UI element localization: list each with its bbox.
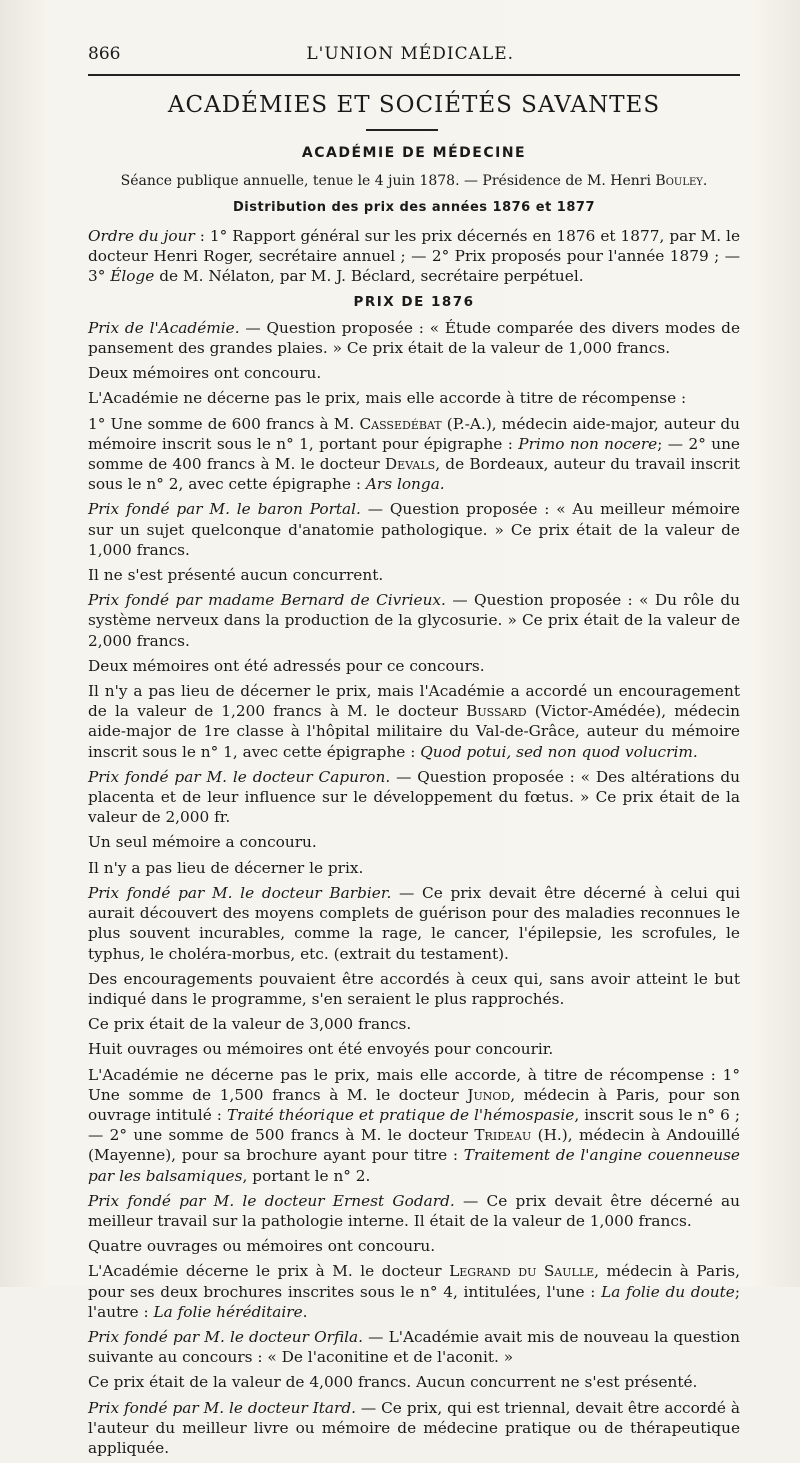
- paragraph: Un seul mémoire a concouru.: [88, 833, 317, 852]
- ordre-text: : 1° Rapport général sur les prix décernés en 1876 et 1877, par M. le docteur Henri Roger, secrétaire annuel ; — 2° Prix proposés pour l'année 1879 ; — 3°: [88, 227, 740, 286]
- section-title: ACADÉMIES ET SOCIÉTÉS SAVANTES: [167, 92, 661, 118]
- work-title: La folie héréditaire: [153, 1302, 303, 1321]
- paragraph-text: L'Académie décerne le prix à M. le docteur: [88, 1262, 450, 1281]
- epigraph: Quod potui, sed non quod volucrim.: [420, 742, 698, 761]
- prize-label: Prix fondé par M. le docteur Itard.: [88, 1398, 356, 1417]
- paragraph: Deux mémoires ont concouru.: [88, 364, 322, 383]
- epigraph: Ars longa.: [365, 475, 445, 494]
- president-name: Bouley: [655, 173, 703, 189]
- paragraph-text: — Question proposée : « Du rôle du système nerveux dans la production de la glycosurie. » Ce prix était de la valeur de 2,000 francs.: [88, 591, 740, 650]
- paragraph-text: 1° Une somme de 600 francs à M.: [88, 414, 360, 433]
- paragraph-text: , portant le n° 2.: [242, 1166, 371, 1185]
- paragraph-text: — Ce prix devait être décerné au meilleur travail sur la pathologie interne. Il était de la valeur de 1,000 francs.: [88, 1191, 740, 1230]
- paragraph: L'Académie ne décerne pas le prix, mais elle accorde à titre de récompense :: [88, 389, 687, 408]
- paragraph: Huit ouvrages ou mémoires ont été envoyés pour concourir.: [88, 1040, 554, 1059]
- prize-label: Prix fondé par M. le docteur Orfila.: [88, 1327, 364, 1346]
- paragraph-text: (H.), médecin à Andouillé (Mayenne), pour sa brochure ayant pour titre :: [88, 1126, 740, 1165]
- paragraph-text: L'Académie ne décerne pas le prix, mais elle accorde, à titre de récompense : 1° Une somme de 1,500 francs à M. le docteur: [88, 1065, 740, 1104]
- paragraph-text: , médecin à Paris, pour ses deux brochures inscrites sous le n° 4, intitulées, l'une :: [88, 1262, 740, 1301]
- ordre-du-jour: [88, 226, 740, 287]
- paragraph-text: (Victor-Amédée), médecin aide-major de 1re classe à l'hôpital militaire du Val-de-Grâce, auteur du mémoire inscrit sous le n° 1, avec cette épigraphe :: [88, 702, 740, 761]
- paragraph: Ce prix était de la valeur de 3,000 francs.: [88, 1015, 412, 1034]
- paragraph: [88, 883, 740, 964]
- paragraph-text: — Question proposée : « Des altérations du placenta et de leur influence sur le développement du fœtus. » Ce prix était de la valeur de 2,000 fr.: [88, 767, 740, 827]
- paragraph: [88, 414, 740, 495]
- paragraph-text: , inscrit sous le n° 6 ; — 2° une somme de 500 francs à M. le docteur: [88, 1105, 740, 1145]
- paragraph: [88, 318, 740, 358]
- paragraph-text: — Ce prix devait être décerné à celui qui aurait découvert des moyens complets de guérison pour des maladies reconnues le plus souvent incurables, comme la rage, le cancer, l'épilepsie, les scrofules, le typhus, le choléra-morbus, etc. (extrait du testament).: [88, 883, 740, 963]
- session-suffix: .: [702, 173, 708, 189]
- paragraph-text: , de Bordeaux, auteur du travail inscrit sous le n° 2, avec cette épigraphe :: [88, 455, 740, 494]
- running-header: [88, 44, 740, 74]
- paragraph: [88, 1327, 740, 1367]
- paragraph-text: .: [302, 1302, 308, 1321]
- laureate-name: Cassedébat: [359, 414, 442, 433]
- work-title: Traitement de l'angine couenneuse par les balsamiques: [88, 1146, 740, 1185]
- running-title: L'UNION MÉDICALE.: [306, 44, 515, 64]
- paragraph: [88, 499, 740, 560]
- epigraph: Primo non nocere: [518, 434, 658, 453]
- prix-heading: PRIX DE 1876: [353, 293, 475, 310]
- session-prefix: Séance publique annuelle, tenue le 4 juin 1878. — Présidence de M. Henri: [120, 173, 656, 189]
- ordre-text-2: de M. Nélaton, par M. J. Béclard, secrétaire perpétuel.: [154, 267, 584, 286]
- prize-label: Prix fondé par M. le docteur Barbier.: [88, 883, 392, 902]
- article-body: [88, 226, 740, 1463]
- paragraph: [88, 1261, 740, 1322]
- paragraph-text: ; — 2° une somme de 400 francs à M. le docteur: [88, 434, 740, 474]
- laureate-name: Junod: [467, 1085, 511, 1104]
- paragraph-text: — Question proposée : « Au meilleur mémoire sur un sujet quelconque d'anatomie pathologique. » Ce prix était de la valeur de 1,000 francs.: [88, 500, 740, 559]
- laureate-name: Bussard: [466, 702, 527, 721]
- ordre-eloge: Éloge: [110, 267, 155, 286]
- laureate-name: Trideau: [474, 1126, 532, 1145]
- distribution-heading: Distribution des prix des années 1876 et 1877: [233, 200, 595, 215]
- academy-subtitle: ACADÉMIE DE MÉDECINE: [301, 145, 527, 161]
- prize-label: Prix fondé par M. le baron Portal.: [88, 500, 361, 519]
- prize-label: Prix fondé par M. le docteur Capuron.: [88, 767, 391, 786]
- laureate-name: Devals: [384, 455, 436, 474]
- paragraph: Quatre ouvrages ou mémoires ont concouru.: [88, 1237, 436, 1256]
- paragraph-text: — Question proposée : « Étude comparée des divers modes de pansement des grandes plaies. » Ce prix était de la valeur de 1,000 francs.: [88, 318, 741, 358]
- paragraph-text: ; l'autre :: [88, 1282, 740, 1321]
- paragraph-text: (P.-A.), médecin aide-major, auteur du mémoire inscrit sous le n° 1, portant pour épigraphe :: [88, 414, 741, 453]
- paragraph: [88, 681, 740, 762]
- laureate-name: Legrand du Saulle: [449, 1262, 595, 1281]
- paragraph: [88, 1191, 740, 1231]
- paragraph: Deux mémoires ont été adressés pour ce concours.: [88, 656, 485, 675]
- paragraph: [88, 1065, 740, 1186]
- paragraph: [88, 1398, 740, 1459]
- work-title: Traité théorique et pratique de l'hémospasie: [226, 1105, 575, 1124]
- paragraph: Il n'y a pas lieu de décerner le prix.: [88, 858, 364, 877]
- paragraph-text: Il n'y a pas lieu de décerner le prix, mais l'Académie a accordé un encouragement de la valeur de 1,200 francs à M. le docteur: [88, 682, 740, 721]
- ordre-label: Ordre du jour: [88, 227, 195, 245]
- paragraph-text: — Ce prix, qui est triennal, devait être accordé à l'auteur du meilleur livre ou mémoire de médecine pratique ou de thérapeutique appliquée.: [88, 1398, 741, 1457]
- prize-label: Prix de l'Académie.: [88, 318, 240, 337]
- prize-label: Prix fondé par M. le docteur Ernest Godard.: [88, 1191, 455, 1210]
- paragraph: [88, 590, 740, 651]
- paragraph: Des encouragements pouvaient être accordés à ceux qui, sans avoir atteint le but indiqué dans le programme, s'en seraient le plus rapprochés.: [88, 969, 740, 1008]
- prize-label: Prix fondé par madame Bernard de Civrieux.: [88, 591, 446, 610]
- session-line: [88, 173, 740, 189]
- title-rule: [366, 129, 438, 131]
- page-number: 866: [88, 44, 121, 64]
- paragraph: [88, 767, 740, 828]
- paragraph: Il ne s'est présenté aucun concurrent.: [88, 566, 384, 585]
- paragraph-text: — L'Académie avait mis de nouveau la question suivante au concours : « De l'aconitine et de l'aconit. »: [88, 1327, 740, 1367]
- header-rule: [88, 74, 740, 76]
- paragraph: Ce prix était de la valeur de 4,000 francs. Aucun concurrent ne s'est présenté.: [88, 1373, 698, 1392]
- paragraph-text: , médecin à Paris, pour son ouvrage intitulé :: [88, 1085, 740, 1124]
- work-title: La folie du doute: [601, 1282, 735, 1301]
